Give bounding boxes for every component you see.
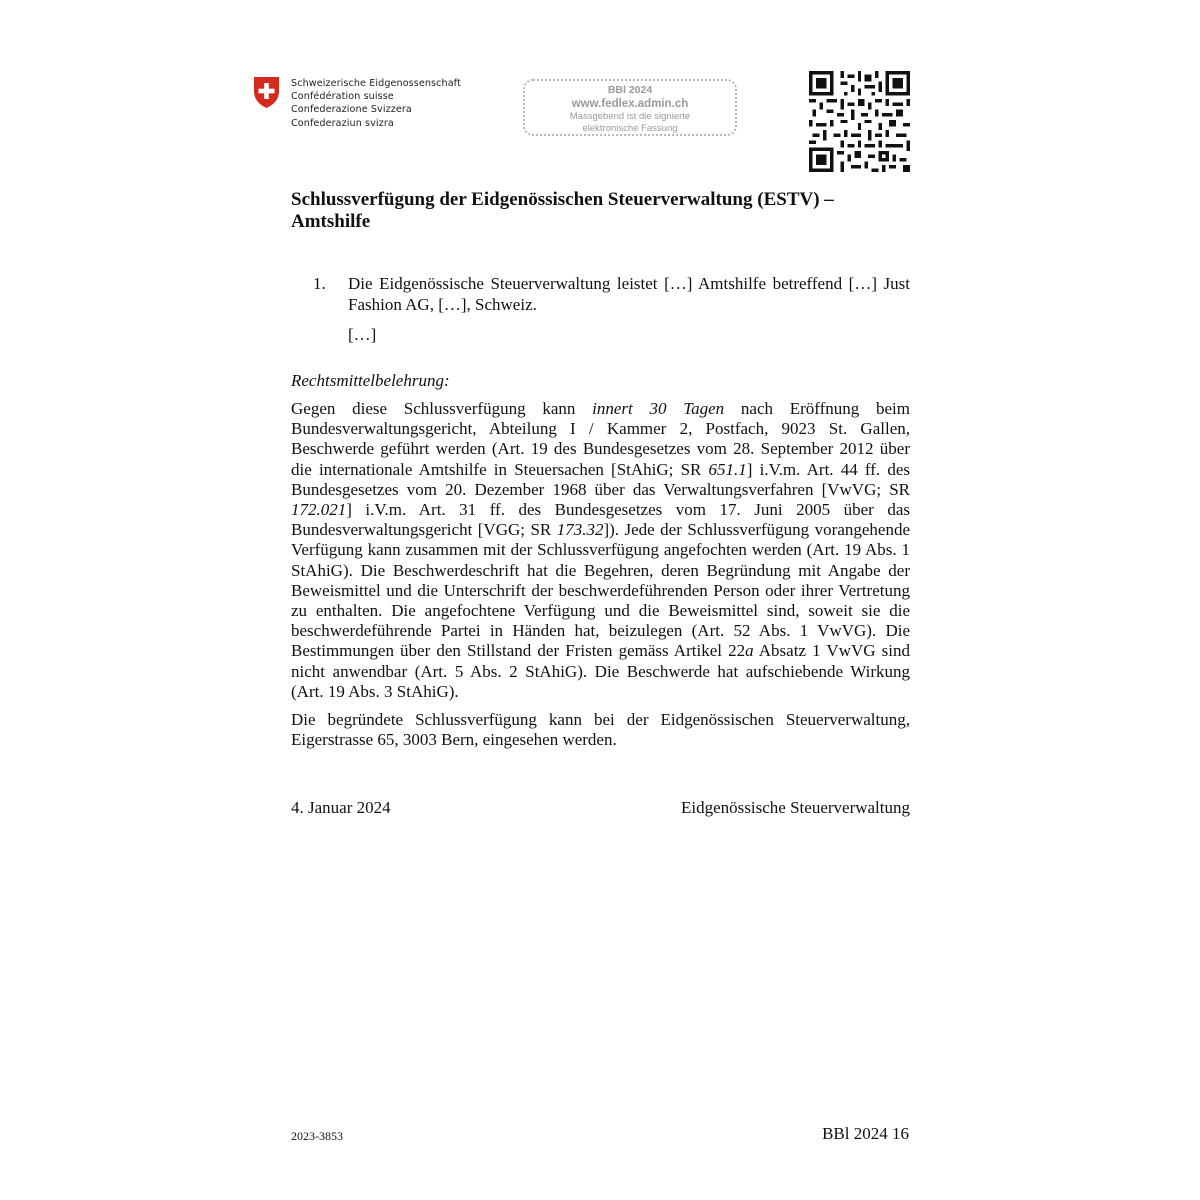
swiss-cross-shield-icon bbox=[253, 76, 280, 109]
legal-remedy-paragraph bbox=[291, 399, 910, 702]
p1-deadline: innert 30 Tagen bbox=[592, 399, 725, 418]
admin-name-de: Schweizerische Eidgenossenschaft bbox=[291, 78, 461, 89]
p1-sr-vwvg: 172.021 bbox=[291, 500, 347, 520]
issuing-authority: Eidgenössische Steuerverwaltung bbox=[681, 798, 910, 817]
p1-text-k: Absatz 1 VwVG sind nicht anwendbar (Art. 5 Abs. 2 StAhiG). Die Beschwerde hat aufschiebende Wirkung (Art. 19 Abs. 3 StAhiG). bbox=[291, 641, 910, 701]
p1-text-c: nach Eröffnung beim Bundesverwaltungsgericht, Abteilung I / Kammer 2, Postfach, 9023 St. Gallen, Beschwerde geführt werden (Art. 19 des Bundesgesetzes vom 28. September 2012 über die internationale Amtshilfe in Steuersachen [StAhiG; SR bbox=[291, 399, 911, 479]
p1-article-suffix: a bbox=[745, 641, 754, 661]
stamp-url: www.fedlex.admin.ch bbox=[571, 98, 689, 110]
p1-text-a: Gegen diese Schlussverfügung kann bbox=[291, 399, 593, 418]
stamp-publication: BBl 2024 bbox=[607, 84, 653, 96]
item-ellipsis: […] bbox=[348, 325, 377, 344]
stamp-note-line2: elektronische Fassung bbox=[582, 122, 678, 134]
document-reference: 2023-3853 bbox=[291, 1129, 343, 1143]
p1-sr-stahig: 651.1 bbox=[708, 459, 747, 479]
page-reference: BBl 2024 16 bbox=[822, 1124, 909, 1143]
official-publication-stamp bbox=[523, 79, 737, 136]
inspection-paragraph: Die begründete Schlussverfügung kann bei der Eidgenössischen Steuerverwaltung, Eigerstrasse 65, 3003 Bern, eingesehen werden. bbox=[291, 710, 910, 750]
item-text: Die Eidgenössische Steuerverwaltung leistet […] Amtshilfe betreffend […] Just Fashion AG, […], Schweiz. bbox=[348, 274, 910, 314]
item-number: 1. bbox=[313, 274, 326, 293]
administration-names bbox=[291, 77, 461, 130]
legal-remedy-heading: Rechtsmittelbelehrung: bbox=[291, 371, 450, 390]
decision-date: 4. Januar 2024 bbox=[291, 798, 391, 817]
p1-text-e: ] i.V.m. Art. 44 ff. des Bundesgesetzes vom 20. Dezember 1968 über das Verwaltungsverfahren [VwVG; SR bbox=[291, 459, 910, 499]
federal-logo bbox=[253, 76, 461, 130]
stamp-note-line1: Massgebend ist die signierte bbox=[569, 111, 691, 122]
admin-name-fr: Confédération suisse bbox=[291, 91, 394, 103]
admin-name-it: Confederazione Svizzera bbox=[291, 104, 412, 116]
title-line-2: Amtshilfe bbox=[291, 211, 371, 232]
p1-text-i: ]). Jede der Schlussverfügung vorangehende Verfügung kann zusammen mit der Schlussverfügung angefochten werden (Art. 19 Abs. 1 StAhiG). Die Beschwerdeschrift hat die Begehren, deren Begründung mit Angabe der Beweismittel und die Unterschrift der beschwerdeführenden Person oder ihrer Vertretung zu enthalten. Die angefochtene Verfügung und die Beweismittel sind, soweit sie die beschwerdeführende Partei in Händen hat, beizulegen (Art. 52 Abs. 1 VwVG). Die Bestimmungen über den Stillstand der Fristen gemäss Artikel 22 bbox=[291, 520, 910, 661]
qr-code-icon bbox=[809, 71, 910, 172]
admin-name-rm: Confederaziun svizra bbox=[291, 117, 394, 129]
title-line-1: Schlussverfügung der Eidgenössischen Steuerverwaltung (ESTV) – bbox=[291, 189, 834, 210]
document-title bbox=[291, 189, 911, 233]
p1-sr-vgg: 173.32 bbox=[556, 520, 604, 540]
p1-text-g: ] i.V.m. Art. 31 ff. des Bundesgesetzes vom 17. Juni 2005 über das Bundesverwaltungsgericht [VGG; SR bbox=[291, 500, 910, 540]
decision-item bbox=[291, 273, 910, 345]
